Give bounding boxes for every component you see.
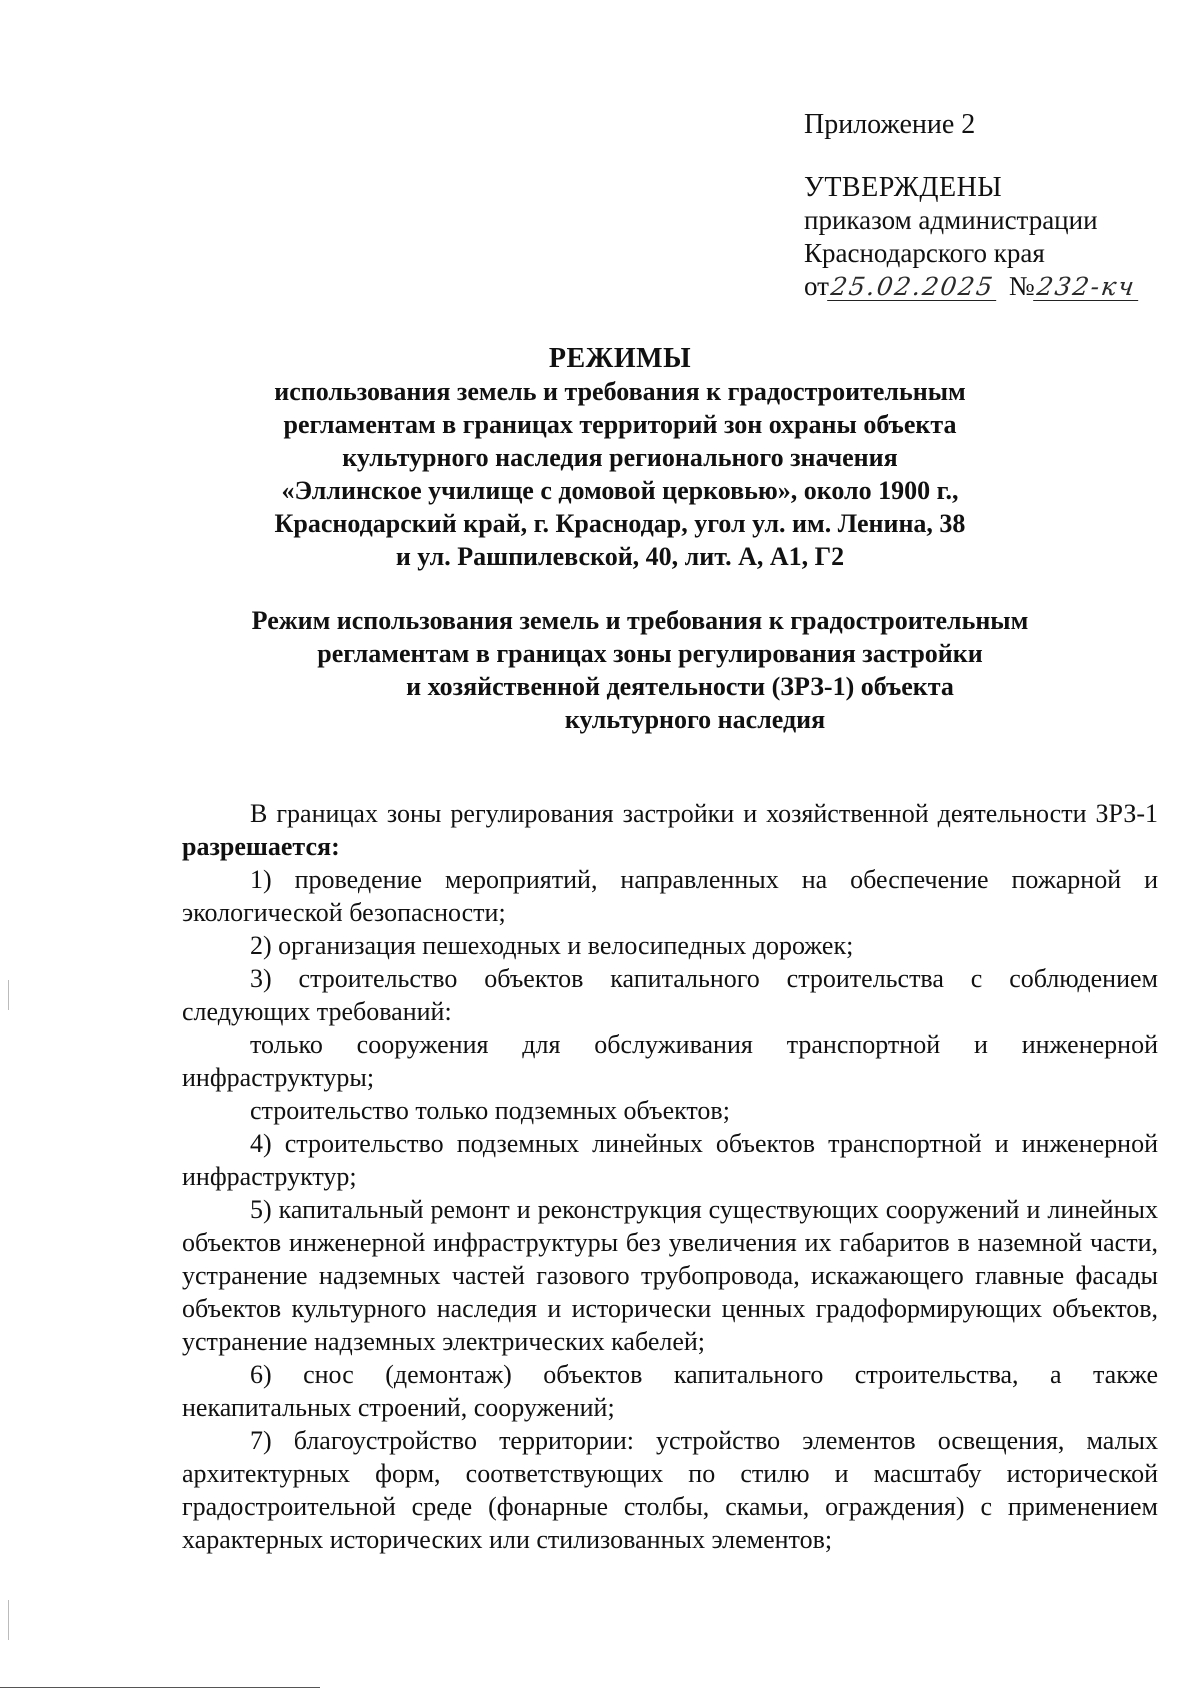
document-title	[200, 342, 1040, 573]
regime-line: Режим использования земель и требования к градостроительным	[251, 606, 1029, 635]
order-date-number	[804, 270, 1164, 303]
list-item: только сооружения для обслуживания транспортной и инженерной инфраструктуры;	[182, 1030, 1158, 1092]
title-line: Краснодарский край, г. Краснодар, угол ул. им. Ленина, 38	[274, 509, 966, 538]
title-line: использования земель и требования к градостроительным	[274, 377, 966, 406]
appendix-label: Приложение 2	[804, 109, 976, 140]
scan-margin-mark	[8, 1600, 9, 1640]
regime-line: регламентам в границах зоны регулирования застройки	[317, 639, 983, 668]
intro-paragraph	[182, 797, 1158, 863]
title-line: культурного наследия регионального значения	[342, 443, 898, 472]
from-label: от	[804, 271, 829, 301]
title-line: и ул. Рашпилевской, 40, лит. А, А1, Г2	[395, 542, 845, 571]
approval-block	[804, 108, 1164, 303]
regime-line: культурного наследия	[564, 705, 826, 734]
list-item: 2) организация пешеходных и велосипедных дорожек;	[250, 931, 854, 960]
scan-margin-mark	[8, 980, 9, 1010]
handwritten-number: 232-кч	[1033, 274, 1141, 301]
list-item: 1) проведение мероприятий, направленных на обеспечение пожарной и экологической безопасности;	[182, 865, 1158, 927]
number-sign: №	[1008, 271, 1035, 301]
intro-bold: разрешается:	[182, 832, 340, 861]
list-item: 7) благоустройство территории: устройство элементов освещения, малых архитектурных форм, соответствующих по стилю и масштабу исторической градостроительной среде (фонарные столбы, скамьи, ограждения) с применением характерных исторических или стилизованных элементов;	[182, 1426, 1158, 1554]
footer-rule	[0, 1687, 320, 1688]
regime-line: и хозяйственной деятельности (ЗРЗ-1) объекта	[406, 672, 954, 701]
intro-text: В границах зоны регулирования застройки и хозяйственной деятельности ЗРЗ-1	[250, 799, 1158, 828]
list-item: 4) строительство подземных линейных объектов транспортной и инженерной инфраструктур;	[182, 1129, 1158, 1191]
list-item: 6) снос (демонтаж) объектов капитального строительства, а также некапитальных строений, сооружений;	[182, 1360, 1158, 1422]
regime-heading	[250, 604, 1150, 736]
title-main: РЕЖИМЫ	[548, 343, 692, 374]
list-item: строительство только подземных объектов;	[250, 1096, 730, 1125]
list-item: 3) строительство объектов капитального строительства с соблюдением следующих требований:	[182, 964, 1158, 1026]
title-line: «Эллинское училище с домовой церковью», около 1900 г.,	[281, 476, 959, 505]
title-line: регламентам в границах территорий зон охраны объекта	[283, 410, 957, 439]
approved-heading: УТВЕРЖДЕНЫ	[804, 172, 1003, 203]
approval-line-1: приказом администрации	[804, 205, 1098, 235]
list-item: 5) капитальный ремонт и реконструкция существующих сооружений и линейных объектов инженерной инфраструктуры без увеличения их габаритов в наземной части, устранение надземных частей газового трубопровода, искажающего главные фасады объектов культурного наследия и исторически ценных градоформирующих объектов, устранение надземных электрических кабелей;	[182, 1195, 1158, 1356]
body-text	[182, 797, 1158, 1556]
handwritten-date: 25.02.2025	[827, 274, 1000, 301]
approval-line-2: Краснодарского края	[804, 238, 1045, 268]
